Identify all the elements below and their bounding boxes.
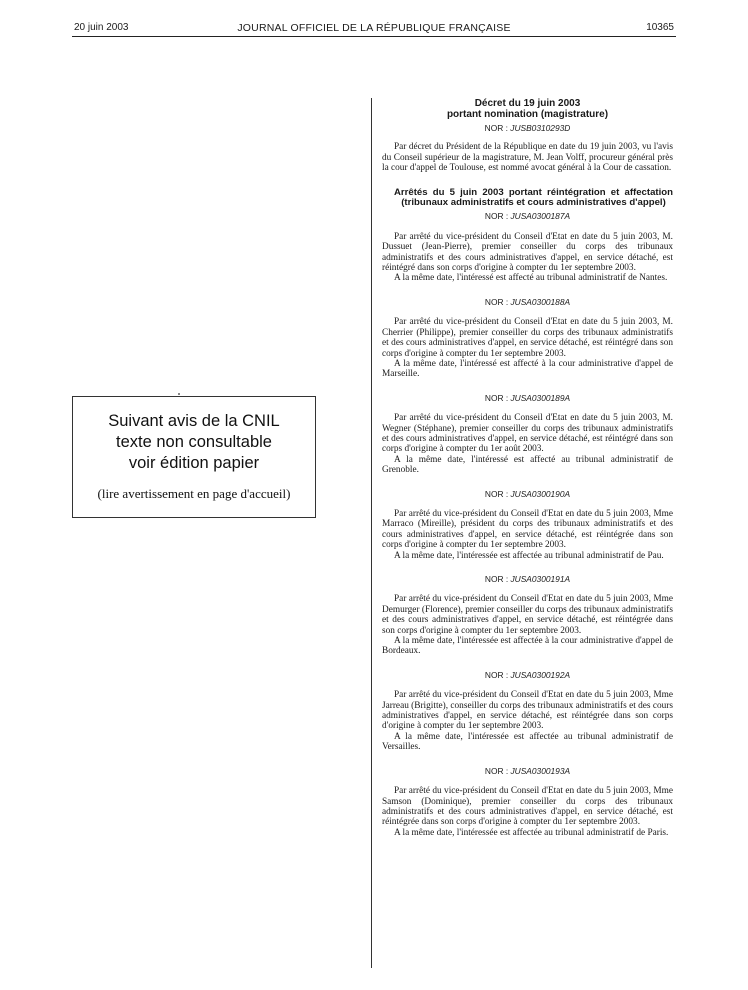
- decree-title: Décret du 19 juin 2003: [474, 98, 581, 109]
- arrete-assignment: A la même date, l'intéressée est affectée au tribunal administratif de Paris.: [394, 827, 669, 838]
- arrete-nor: NOR : JUSA0300189A: [484, 392, 571, 403]
- arrete-text: Par arrêté du vice-président du Conseil d'Etat en date du 5 juin 2003, M. Cherrier (Philippe), premier conseiller du corps des tribunaux administratifs et des cours administratives d'appel, en service détaché, est réintégré dans son corps d'origine à compter du 1er septembre 2003.: [382, 317, 673, 359]
- decree-text: Par décret du Président de la République en date du 19 juin 2003, vu l'avis du Conseil supérieur de la magistrature, M. Jean Volff, procureur général près la cour d'appel de Toulouse, est nommé avocat général à la Cour de cassation.: [382, 142, 673, 174]
- arrete-text: Par arrêté du vice-président du Conseil d'Etat en date du 5 juin 2003, Mme Marraco (Mireille), président du corps des tribunaux administratifs et des cours administratives d'appel, en service détaché, est réintégrée dans son corps d'origine à compter du 1er septembre 2003.: [382, 508, 673, 551]
- right-column: [382, 99, 673, 838]
- arrete-text: Par arrêté du vice-président du Conseil d'Etat en date du 5 juin 2003, M. Wegner (Stéphane), premier conseiller du corps des tribunaux administratifs et des cours administratives d'appel, en service détaché, est réintégré dans son corps d'origine à compter du 1er août 2003.: [382, 413, 673, 455]
- arrete-item: [382, 766, 673, 838]
- header-rule: [72, 36, 676, 37]
- decree-subtitle: portant nomination (magistrature): [446, 108, 609, 120]
- decree-nor: [382, 123, 673, 133]
- arrete-item: [382, 297, 673, 380]
- arrete-assignment: A la même date, l'intéressée est affectée à la cour administrative d'appel de Bordeaux.: [382, 636, 673, 657]
- arrete-item: [382, 574, 673, 657]
- arrete-text: Par arrêté du vice-président du Conseil d'Etat en date du 5 juin 2003, M. Dussuet (Jean-Pierre), premier conseiller du corps des tribunaux administratifs et des cours administratives d'appel, en service détaché, est réintégré dans son corps d'origine à compter du 1er septembre 2003.: [382, 231, 673, 274]
- arrete-text: Par arrêté du vice-président du Conseil d'Etat en date du 5 juin 2003, Mme Demurger (Florence), premier conseiller du corps des tribunaux administratifs et des cours administratives d'appel, en service détaché, est réintégrée dans son corps d'origine à compter du 1er septembre 2003.: [382, 594, 673, 636]
- arrete-text: Par arrêté du vice-président du Conseil d'Etat en date du 5 juin 2003, Mme Samson (Dominique), premier conseiller du corps des tribunaux administratifs et des cours administratives d'appel, en service détaché, est réintégrée dans son corps d'origine à compter du 1er septembre 2003.: [382, 786, 673, 828]
- notice-line-1: Suivant avis de la CNIL: [108, 412, 280, 430]
- arrete-nor: NOR : JUSA0300188A: [484, 296, 571, 307]
- arrete-item: [382, 489, 673, 561]
- arretes-title: Arrêtés du 5 juin 2003 portant réintégration et affectation (tribunaux administratifs et cours administratives d'appel): [394, 186, 673, 209]
- arrete-assignment: A la même date, l'intéressée est affectée au tribunal administratif de Pau.: [394, 550, 664, 561]
- arrete-assignment: A la même date, l'intéressé est affecté au tribunal administratif de Nantes.: [394, 273, 668, 284]
- arrete-nor: NOR : JUSA0300191A: [484, 574, 571, 584]
- notice-line-3: voir édition papier: [128, 454, 260, 472]
- arrete-nor: NOR : JUSA0300190A: [484, 488, 571, 499]
- arrete-item: [382, 211, 673, 283]
- cnil-notice-box: [72, 396, 316, 518]
- nor-label: NOR :: [484, 123, 508, 133]
- header-date: 20 juin 2003: [74, 22, 129, 33]
- journal-title: JOURNAL OFFICIEL DE LA RÉPUBLIQUE FRANÇAISE: [237, 22, 511, 34]
- column-divider: [371, 98, 372, 968]
- scan-speck: [178, 393, 180, 395]
- arrete-nor: NOR : JUSA0300187A: [484, 211, 571, 222]
- arrete-item: [382, 393, 673, 476]
- nor-code: JUSB0310293D: [510, 123, 571, 133]
- arrete-assignment: A la même date, l'intéressé est affecté à la cour administrative d'appel de Marseille.: [382, 358, 673, 380]
- notice-line-2: texte non consultable: [116, 433, 272, 451]
- arrete-text: Par arrêté du vice-président du Conseil d'Etat en date du 5 juin 2003, Mme Jarreau (Brigitte), conseiller du corps des tribunaux administratifs et des cours administratives d'appel, en service détaché, est réintégrée dans son corps d'origine à compter du 1er septembre 2003.: [382, 690, 673, 732]
- arrete-item: [382, 670, 673, 753]
- arrete-assignment: A la même date, l'intéressée est affectée au tribunal administratif de Versailles.: [382, 731, 673, 753]
- arrete-assignment: A la même date, l'intéressé est affecté au tribunal administratif de Grenoble.: [382, 454, 673, 476]
- arrete-nor: NOR : JUSA0300193A: [484, 765, 571, 776]
- arrete-nor: NOR : JUSA0300192A: [484, 669, 571, 680]
- notice-line-4: (lire avertissement en page d'accueil): [97, 486, 291, 501]
- page-number: 10365: [646, 22, 674, 33]
